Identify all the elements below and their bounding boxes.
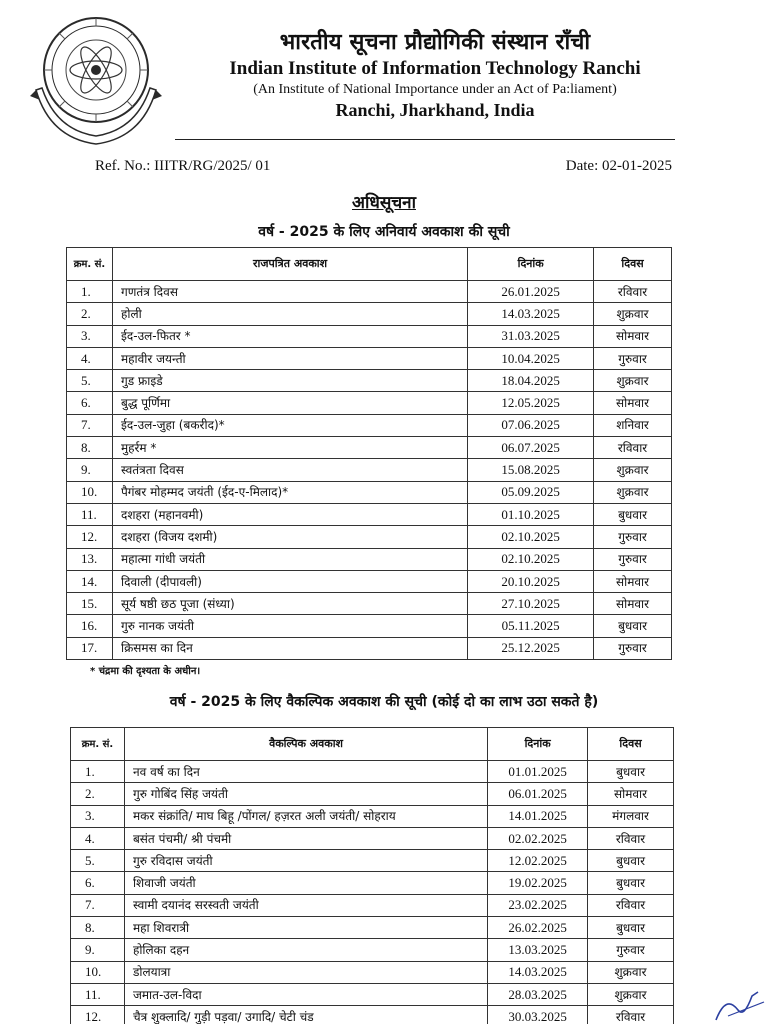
table-row: [67, 615, 672, 637]
table-row: [67, 303, 672, 325]
holiday-date: 15.08.2025: [468, 459, 594, 481]
holiday-name: गुरु गोबिंद सिंह जयंती: [124, 783, 487, 805]
holiday-date: 18.04.2025: [468, 370, 594, 392]
holiday-name: ईद-उल-फितर *: [112, 325, 467, 347]
moon-visibility-footnote: * चंद्रमा की दृश्यता के अधीन।: [90, 666, 201, 677]
mandatory-holidays-table: [66, 247, 672, 660]
holiday-date: 02.10.2025: [468, 526, 594, 548]
table-row: [71, 850, 674, 872]
serial-number: 17.: [67, 637, 113, 659]
holiday-weekday: रविवार: [594, 437, 672, 459]
holiday-name: गुरु नानक जयंती: [112, 615, 467, 637]
table-row: [67, 503, 672, 525]
holiday-date: 02.02.2025: [488, 827, 588, 849]
holiday-date: 19.02.2025: [488, 872, 588, 894]
holiday-weekday: शुक्रवार: [588, 961, 674, 983]
serial-number: 10.: [67, 481, 113, 503]
table-row: [71, 961, 674, 983]
institute-subtitle: (An Institute of National Importance under an Act of Pa:liament): [253, 82, 617, 97]
holiday-date: 14.03.2025: [468, 303, 594, 325]
serial-number: 10.: [71, 961, 125, 983]
table-header-row: [71, 728, 674, 761]
serial-number: 12.: [67, 526, 113, 548]
holiday-weekday: सोमवार: [594, 392, 672, 414]
serial-number: 11.: [67, 503, 113, 525]
col-header-sn: क्रम. सं.: [67, 248, 113, 281]
holiday-name: डोलयात्रा: [124, 961, 487, 983]
holiday-date: 12.05.2025: [468, 392, 594, 414]
holiday-name: चैत्र शुक्लादि/ गुड़ी पड़वा/ उगादि/ चेटी चंड: [124, 1006, 487, 1024]
serial-number: 12.: [71, 1006, 125, 1024]
table-row: [71, 827, 674, 849]
holiday-date: 26.01.2025: [468, 281, 594, 303]
serial-number: 8.: [67, 437, 113, 459]
holiday-name: महा शिवरात्री: [124, 917, 487, 939]
holiday-name: ईद-उल-जुहा (बकरीद)*: [112, 414, 467, 436]
holiday-date: 14.03.2025: [488, 961, 588, 983]
holiday-date: 30.03.2025: [488, 1006, 588, 1024]
table-row: [71, 1006, 674, 1024]
holiday-name: होली: [112, 303, 467, 325]
holiday-name: बुद्ध पूर्णिमा: [112, 392, 467, 414]
holiday-name: क्रिसमस का दिन: [112, 637, 467, 659]
table-row: [67, 392, 672, 414]
holiday-date: 01.01.2025: [488, 761, 588, 783]
holiday-name: शिवाजी जयंती: [124, 872, 487, 894]
header-divider: [175, 139, 675, 140]
holiday-date: 01.10.2025: [468, 503, 594, 525]
table-row: [71, 805, 674, 827]
holiday-date: 02.10.2025: [468, 548, 594, 570]
table-row: [67, 437, 672, 459]
holiday-weekday: सोमवार: [594, 325, 672, 347]
table-row: [71, 894, 674, 916]
table-row: [71, 761, 674, 783]
notice-date: Date: 02-01-2025: [565, 158, 672, 174]
serial-number: 5.: [67, 370, 113, 392]
holiday-weekday: बुधवार: [588, 872, 674, 894]
holiday-weekday: बुधवार: [588, 850, 674, 872]
institute-header: [195, 26, 675, 121]
col-header-day: दिवस: [594, 248, 672, 281]
mandatory-holidays-title: वर्ष - 2025 के लिए अनिवार्य अवकाश की सूची: [258, 224, 510, 240]
table-row: [67, 370, 672, 392]
holiday-date: 28.03.2025: [488, 983, 588, 1005]
institute-seal-logo: [30, 10, 162, 150]
holiday-weekday: शुक्रवार: [594, 370, 672, 392]
holiday-weekday: सोमवार: [594, 593, 672, 615]
optional-holidays-title: वर्ष - 2025 के लिए वैकल्पिक अवकाश की सूची (कोई दो का लाभ उठा सकते है): [169, 694, 599, 710]
holiday-weekday: बुधवार: [594, 503, 672, 525]
serial-number: 11.: [71, 983, 125, 1005]
table-row: [67, 325, 672, 347]
holiday-weekday: बुधवार: [588, 761, 674, 783]
holiday-weekday: रविवार: [588, 894, 674, 916]
holiday-weekday: शुक्रवार: [594, 303, 672, 325]
holiday-date: 25.12.2025: [468, 637, 594, 659]
col-header-date: दिनांक: [488, 728, 588, 761]
col-header-date: दिनांक: [468, 248, 594, 281]
col-header-name: वैकल्पिक अवकाश: [124, 728, 487, 761]
serial-number: 2.: [71, 783, 125, 805]
holiday-date: 06.01.2025: [488, 783, 588, 805]
holiday-weekday: रविवार: [588, 1006, 674, 1024]
holiday-name: सूर्य षष्ठी छठ पूजा (संध्या): [112, 593, 467, 615]
holiday-name: दिवाली (दीपावली): [112, 570, 467, 592]
serial-number: 8.: [71, 917, 125, 939]
holiday-name: मकर संक्रांति/ माघ बिहू /पोंगल/ हज़रत अली जयंती/ सोहराय: [124, 805, 487, 827]
holiday-name: नव वर्ष का दिन: [124, 761, 487, 783]
holiday-name: मुहर्रम *: [112, 437, 467, 459]
institute-name-english: Indian Institute of Information Technology Ranchi: [229, 58, 641, 79]
optional-holidays-table: [70, 727, 674, 1024]
table-row: [71, 783, 674, 805]
holiday-date: 10.04.2025: [468, 347, 594, 369]
holiday-date: 07.06.2025: [468, 414, 594, 436]
serial-number: 3.: [67, 325, 113, 347]
serial-number: 6.: [67, 392, 113, 414]
col-header-name: राजपत्रित अवकाश: [112, 248, 467, 281]
holiday-name: दशहरा (विजय दशमी): [112, 526, 467, 548]
holiday-name: महावीर जयन्ती: [112, 347, 467, 369]
holiday-date: 12.02.2025: [488, 850, 588, 872]
holiday-weekday: शुक्रवार: [594, 481, 672, 503]
serial-number: 16.: [67, 615, 113, 637]
holiday-date: 20.10.2025: [468, 570, 594, 592]
table-row: [67, 593, 672, 615]
serial-number: 6.: [71, 872, 125, 894]
holiday-weekday: गुरुवार: [594, 526, 672, 548]
holiday-date: 31.03.2025: [468, 325, 594, 347]
table-row: [71, 917, 674, 939]
serial-number: 7.: [71, 894, 125, 916]
col-header-sn: क्रम. सं.: [71, 728, 125, 761]
serial-number: 2.: [67, 303, 113, 325]
holiday-date: 14.01.2025: [488, 805, 588, 827]
holiday-weekday: रविवार: [594, 281, 672, 303]
holiday-name: गुरु रविदास जयंती: [124, 850, 487, 872]
holiday-weekday: सोमवार: [594, 570, 672, 592]
serial-number: 1.: [71, 761, 125, 783]
table-row: [67, 347, 672, 369]
table-row: [67, 414, 672, 436]
serial-number: 14.: [67, 570, 113, 592]
table-row: [71, 872, 674, 894]
serial-number: 7.: [67, 414, 113, 436]
holiday-name: बसंत पंचमी/ श्री पंचमी: [124, 827, 487, 849]
holiday-weekday: गुरुवार: [594, 347, 672, 369]
holiday-weekday: शुक्रवार: [594, 459, 672, 481]
holiday-date: 06.07.2025: [468, 437, 594, 459]
institute-name-hindi: भारतीय सूचना प्रौद्योगिकी संस्थान राँची: [279, 30, 591, 55]
holiday-weekday: बुधवार: [588, 917, 674, 939]
holiday-weekday: गुरुवार: [594, 548, 672, 570]
holiday-weekday: शुक्रवार: [588, 983, 674, 1005]
reference-number: Ref. No.: IIITR/RG/2025/ 01: [95, 158, 271, 174]
holiday-weekday: मंगलवार: [588, 805, 674, 827]
holiday-name: गणतंत्र दिवस: [112, 281, 467, 303]
serial-number: 9.: [67, 459, 113, 481]
serial-number: 13.: [67, 548, 113, 570]
holiday-date: 13.03.2025: [488, 939, 588, 961]
serial-number: 4.: [67, 347, 113, 369]
table-row: [67, 637, 672, 659]
serial-number: 4.: [71, 827, 125, 849]
table-row: [67, 548, 672, 570]
table-row: [67, 281, 672, 303]
notice-title: अधिसूचना: [352, 193, 416, 213]
signature-mark: [708, 990, 768, 1024]
holiday-name: पैगंबर मोहम्मद जयंती (ईद-ए-मिलाद)*: [112, 481, 467, 503]
table-row: [71, 983, 674, 1005]
serial-number: 5.: [71, 850, 125, 872]
col-header-day: दिवस: [588, 728, 674, 761]
table-row: [67, 459, 672, 481]
holiday-weekday: बुधवार: [594, 615, 672, 637]
institute-location: Ranchi, Jharkhand, India: [335, 100, 535, 120]
holiday-name: दशहरा (महानवमी): [112, 503, 467, 525]
holiday-date: 27.10.2025: [468, 593, 594, 615]
holiday-weekday: गुरुवार: [594, 637, 672, 659]
holiday-weekday: रविवार: [588, 827, 674, 849]
holiday-date: 05.11.2025: [468, 615, 594, 637]
holiday-weekday: गुरुवार: [588, 939, 674, 961]
holiday-date: 23.02.2025: [488, 894, 588, 916]
holiday-weekday: सोमवार: [588, 783, 674, 805]
holiday-name: स्वतंत्रता दिवस: [112, 459, 467, 481]
serial-number: 3.: [71, 805, 125, 827]
table-row: [71, 939, 674, 961]
holiday-name: जमात-उल-विदा: [124, 983, 487, 1005]
holiday-weekday: शनिवार: [594, 414, 672, 436]
holiday-name: स्वामी दयानंद सरस्वती जयंती: [124, 894, 487, 916]
table-header-row: [67, 248, 672, 281]
serial-number: 1.: [67, 281, 113, 303]
holiday-date: 26.02.2025: [488, 917, 588, 939]
table-row: [67, 481, 672, 503]
table-row: [67, 526, 672, 548]
holiday-name: महात्मा गांधी जयंती: [112, 548, 467, 570]
serial-number: 15.: [67, 593, 113, 615]
serial-number: 9.: [71, 939, 125, 961]
holiday-name: होलिका दहन: [124, 939, 487, 961]
holiday-name: गुड फ्राइडे: [112, 370, 467, 392]
holiday-date: 05.09.2025: [468, 481, 594, 503]
table-row: [67, 570, 672, 592]
